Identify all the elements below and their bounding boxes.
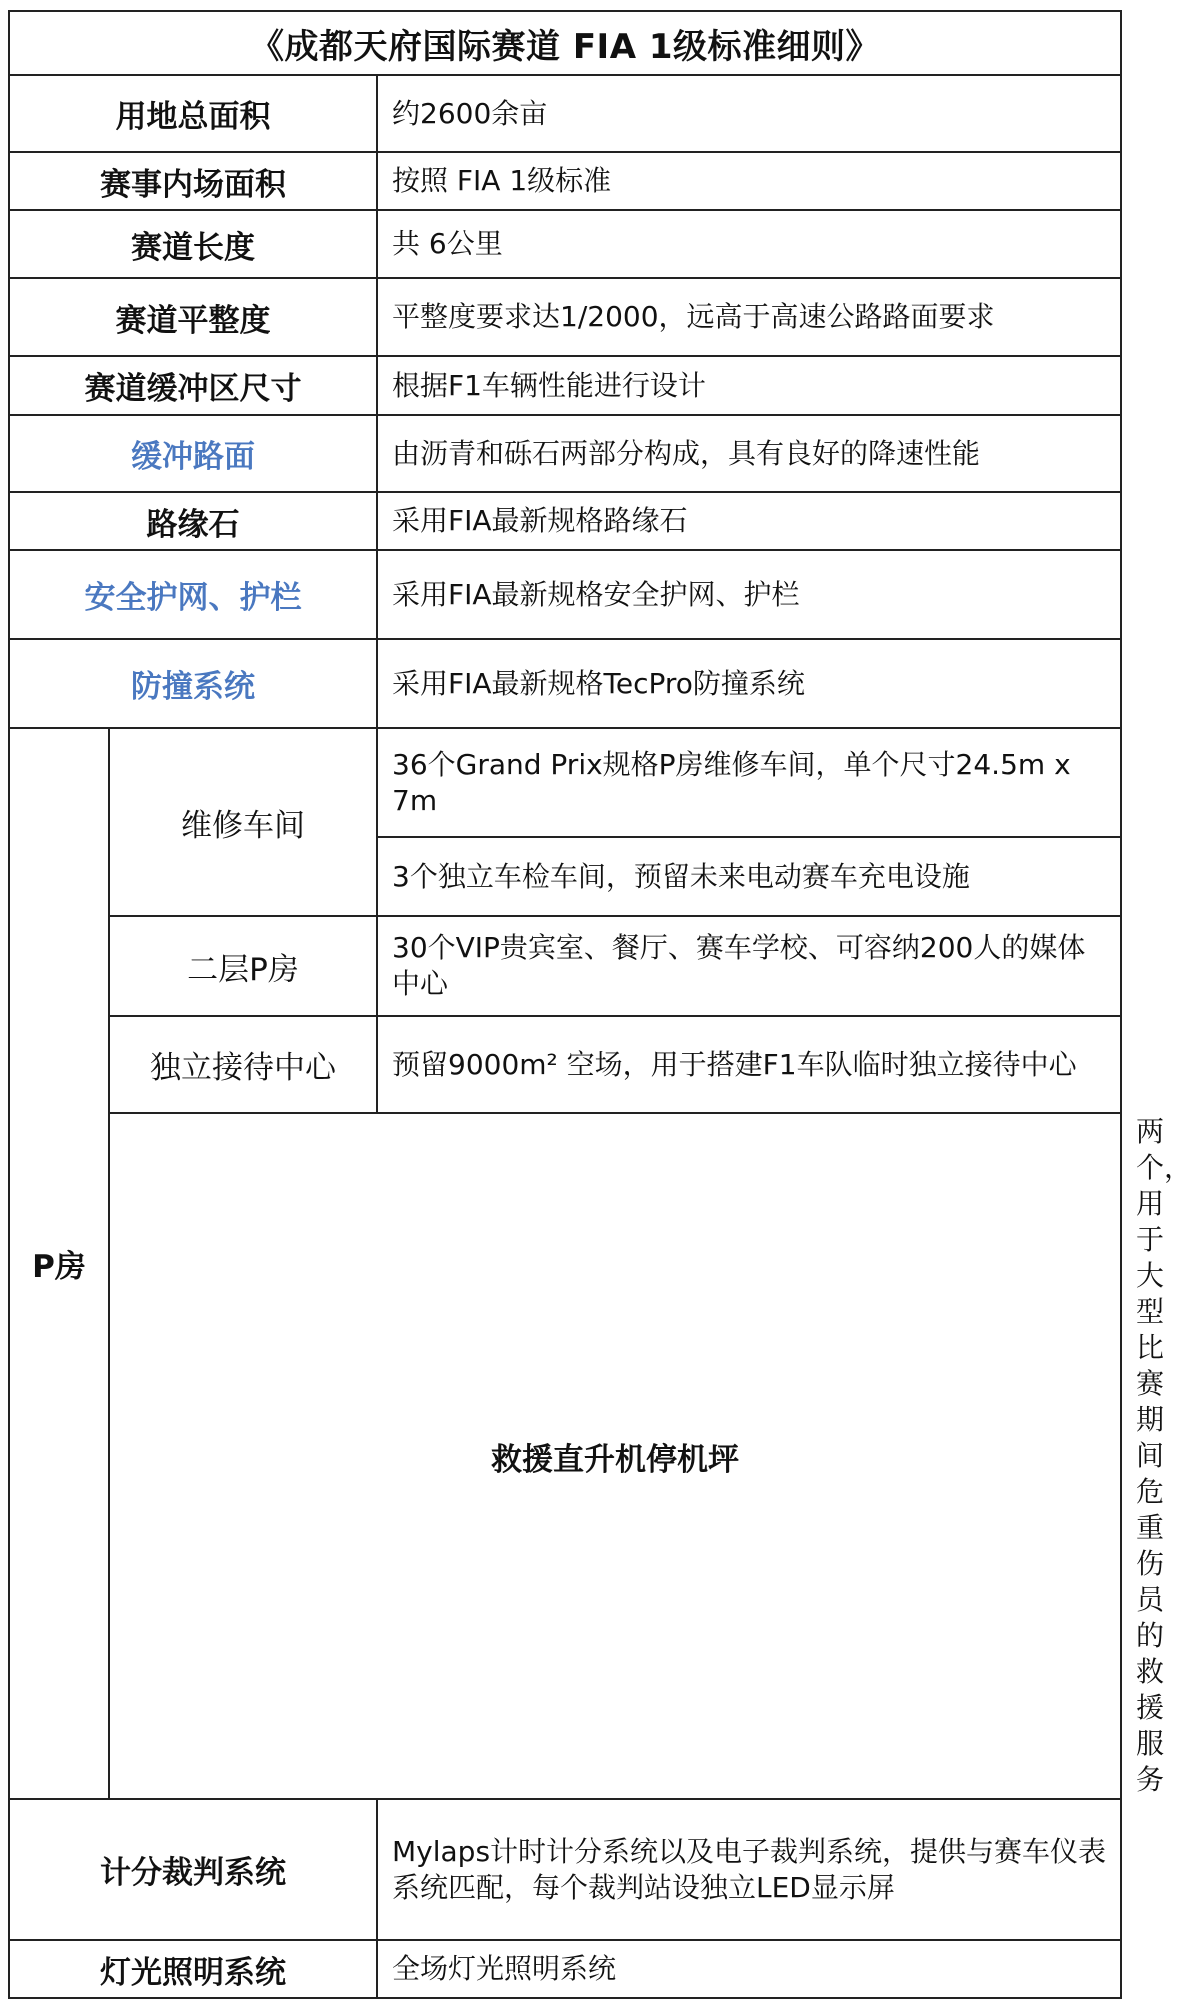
table-row <box>9 1799 1121 1940</box>
table-row <box>9 415 1121 492</box>
row-value: Mylaps计时计分系统以及电子裁判系统，提供与赛车仪表系统匹配，每个裁判站设独立LED显示屏 <box>377 1799 1121 1940</box>
spec-table <box>8 10 1192 1999</box>
row-label: 救援直升机停机坪 <box>109 1113 1121 1799</box>
row-label: 赛道缓冲区尺寸 <box>9 356 377 415</box>
spec-sheet <box>8 10 1192 1999</box>
row-value: 按照 FIA 1级标准 <box>377 152 1121 210</box>
row-value: 采用FIA最新规格TecPro防撞系统 <box>377 639 1121 728</box>
table-row <box>9 728 1121 837</box>
table-row <box>9 152 1121 210</box>
table-row <box>9 1940 1121 1998</box>
p-section-label: P房 <box>9 728 109 1799</box>
row-value: 3个独立车检车间，预留未来电动赛车充电设施 <box>377 837 1121 916</box>
row-value: 预留9000m² 空场，用于搭建F1车队临时独立接待中心 <box>377 1016 1121 1113</box>
row-value: 36个Grand Prix规格P房维修车间，单个尺寸24.5m x 7m <box>377 728 1121 837</box>
row-label: 路缘石 <box>9 492 377 550</box>
row-value: 由沥青和砾石两部分构成，具有良好的降速性能 <box>377 415 1121 492</box>
table-row <box>9 639 1121 728</box>
table-row: 救援直升机停机坪 两个，用于大型比赛期间危重伤员的救援服务 <box>9 1113 1121 1799</box>
row-value: 采用FIA最新规格路缘石 <box>377 492 1121 550</box>
row-value: 30个VIP贵宾室、餐厅、赛车学校、可容纳200人的媒体中心 <box>377 916 1121 1016</box>
row-value: 根据F1车辆性能进行设计 <box>377 356 1121 415</box>
row-label: 赛道长度 <box>9 210 377 278</box>
table-row <box>9 75 1121 152</box>
table-row <box>9 492 1121 550</box>
row-label: 用地总面积 <box>9 75 377 152</box>
row-label: 缓冲路面 <box>9 415 377 492</box>
table-title: 《成都天府国际赛道 FIA 1级标准细则》 <box>9 11 1121 75</box>
row-label: 灯光照明系统 <box>9 1940 377 1998</box>
row-label: 赛道平整度 <box>9 278 377 356</box>
table-row <box>9 916 1121 1016</box>
table-row <box>9 278 1121 356</box>
sub-label-workshop: 维修车间 <box>109 728 377 916</box>
row-value: 全场灯光照明系统 <box>377 1940 1121 1998</box>
row-value: 约2600余亩 <box>377 75 1121 152</box>
row-value: 平整度要求达1/2000，远高于高速公路路面要求 <box>377 278 1121 356</box>
table-row <box>9 550 1121 639</box>
table-row <box>9 356 1121 415</box>
table-row <box>9 210 1121 278</box>
table-row <box>9 1016 1121 1113</box>
row-value: 共 6公里 <box>377 210 1121 278</box>
row-value: 采用FIA最新规格安全护网、护栏 <box>377 550 1121 639</box>
row-label: 安全护网、护栏 <box>9 550 377 639</box>
sub-label-reception: 独立接待中心 <box>109 1016 377 1113</box>
row-label: 赛事内场面积 <box>9 152 377 210</box>
row-label: 防撞系统 <box>9 639 377 728</box>
row-label: 计分裁判系统 <box>9 1799 377 1940</box>
sub-label-second-floor: 二层P房 <box>109 916 377 1016</box>
